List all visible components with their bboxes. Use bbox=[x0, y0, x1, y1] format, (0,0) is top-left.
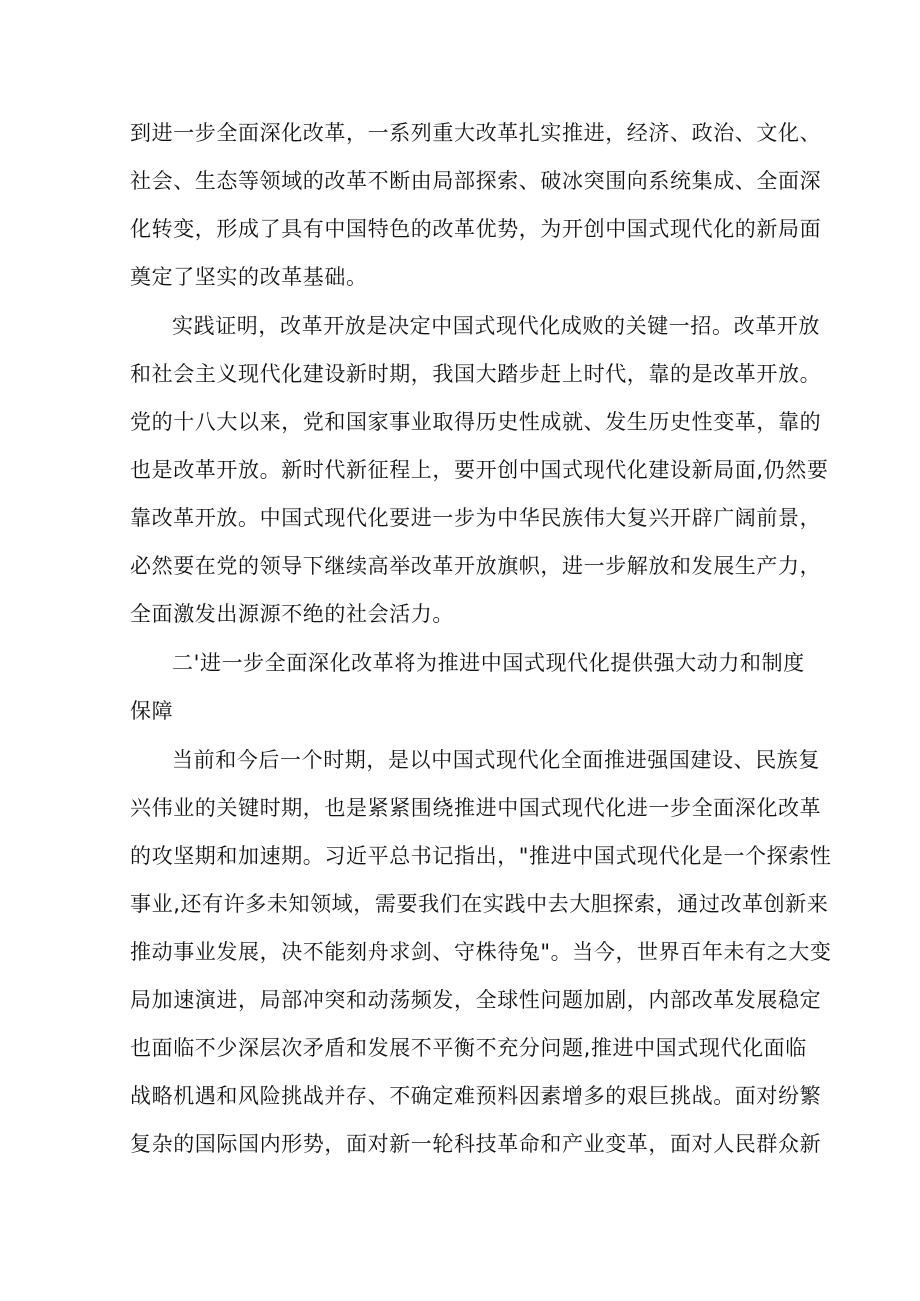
text-line: 也是改革开放。新时代新征程上，要开创中国式现代化建设新局面,仍然要 bbox=[130, 458, 829, 482]
text-line: 靠改革开放。中国式现代化要进一步为中华民族伟大复兴开辟广阔前景， bbox=[130, 506, 822, 530]
text-line: 党的十八大以来，党和国家事业取得历史性成就、发生历史性变革，靠的 bbox=[130, 410, 822, 434]
section-heading-continued: 保障 bbox=[130, 699, 174, 723]
text-line: 事业,还有许多未知领域，需要我们在实践中去大胆探索，通过改革创新来 bbox=[130, 892, 829, 916]
paragraph-first-line: 实践证明，改革开放是决定中国式现代化成败的关键一招。改革开放 bbox=[172, 314, 820, 338]
text-line: 必然要在党的领导下继续高举改革开放旗帜，进一步解放和发展生产力， bbox=[130, 554, 822, 578]
paragraph-first-line: 当前和今后一个时期，是以中国式现代化全面推进强国建设、民族复 bbox=[172, 748, 820, 772]
text-line: 复杂的国际国内形势，面对新一轮科技革命和产业变革，面对人民群众新 bbox=[130, 1132, 822, 1156]
text-line: 的攻坚期和加速期。习近平总书记指出，"推进中国式现代化是一个探索性 bbox=[130, 844, 832, 868]
text-line: 到进一步全面深化改革，一系列重大改革扎实推进，经济、政治、文化、 bbox=[130, 121, 822, 145]
text-line: 战略机遇和风险挑战并存、不确定难预料因素增多的艰巨挑战。面对纷繁 bbox=[130, 1084, 822, 1108]
section-heading: 二'进一步全面深化改革将为推进中国式现代化提供强大动力和制度 bbox=[172, 651, 805, 675]
text-line: 局加速演进，局部冲突和动荡频发，全球性问题加剧，内部改革发展稳定 bbox=[130, 988, 822, 1012]
text-line: 和社会主义现代化建设新时期，我国大踏步赶上时代，靠的是改革开放。 bbox=[130, 362, 822, 386]
text-line: 全面激发出源源不绝的社会活力。 bbox=[130, 602, 454, 626]
text-line: 社会、生态等领域的改革不断由局部探索、破冰突围向系统集成、全面深 bbox=[130, 169, 822, 193]
text-line: 化转变，形成了具有中国特色的改革优势，为开创中国式现代化的新局面 bbox=[130, 217, 822, 241]
text-line: 奠定了坚实的改革基础。 bbox=[130, 265, 368, 289]
text-line: 也面临不少深层次矛盾和发展不平衡不充分问题,推进中国式现代化面临 bbox=[130, 1036, 807, 1060]
text-line: 兴伟业的关键时期，也是紧紧围绕推进中国式现代化进一步全面深化改革 bbox=[130, 796, 822, 820]
text-line: 推动事业发展，决不能刻舟求剑、守株待兔"。当今，世界百年未有之大变 bbox=[130, 940, 832, 964]
